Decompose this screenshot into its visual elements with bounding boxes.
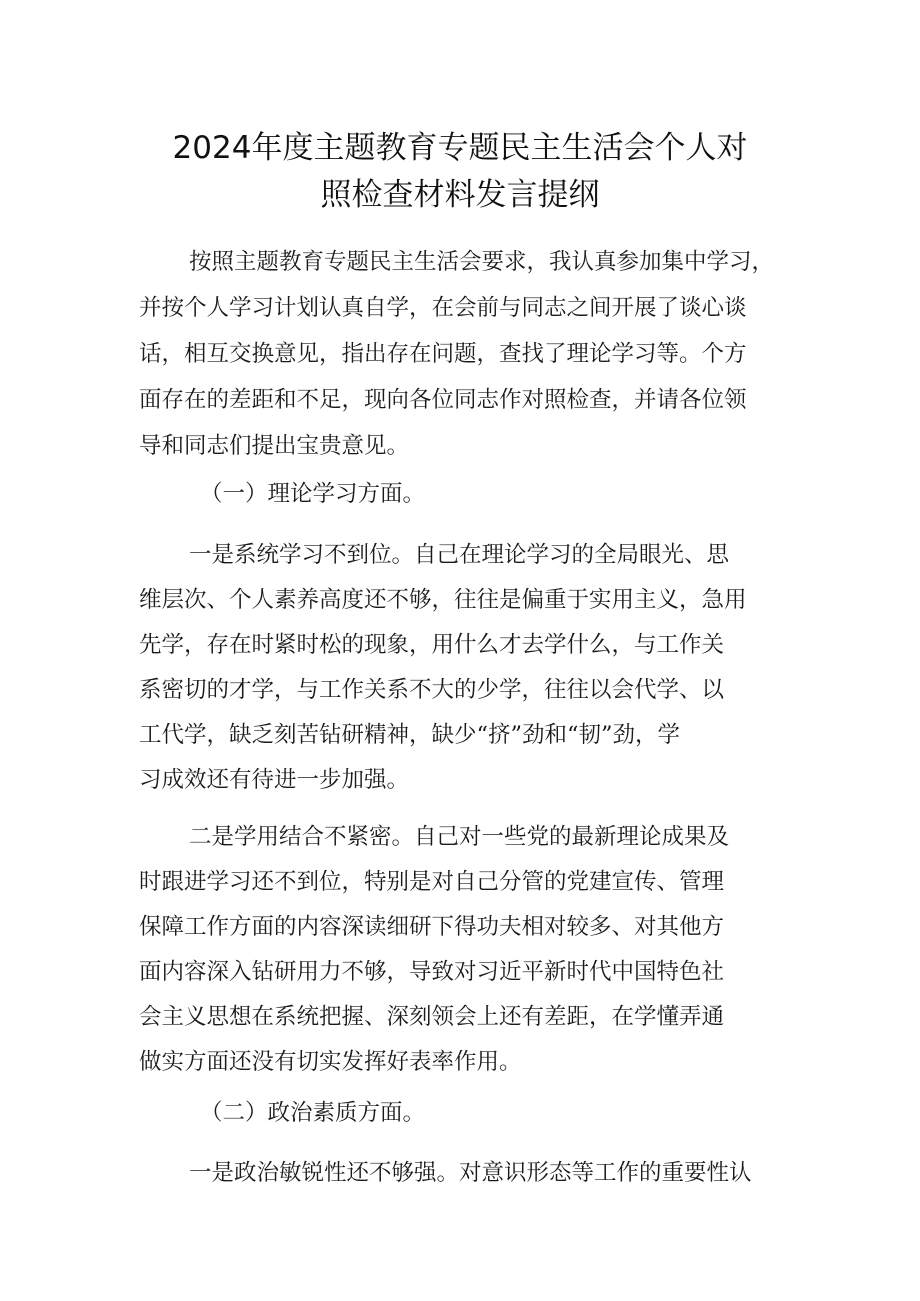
paragraph-line: 工代学，缺乏刻苦钻研精神，缺少“挤”劲和“韧”劲，学: [139, 722, 681, 748]
intro-line: 面存在的差距和不足，现向各位同志作对照检查，并请各位领: [139, 387, 747, 413]
paragraph-line: 面内容深入钻研用力不够，导致对习近平新时代中国特色社: [139, 959, 725, 985]
paragraph-line: 维层次、个人素养高度还不够，往往是偏重于实用主义，急用: [139, 587, 747, 613]
paragraph-line: 会主义思想在系统把握、深刻领会上还有差距，在学懂弄通: [139, 1004, 725, 1030]
paragraph-line: 一是政治敏锐性还不够强。对意识形态等工作的重要性认: [189, 1160, 752, 1186]
document-title-line-2: 照检查材料发言提纲: [320, 177, 600, 213]
intro-line: 并按个人学习计划认真自学，在会前与同志之间开展了谈心谈: [139, 295, 747, 321]
paragraph-line: 做实方面还没有切实发挥好表率作用。: [139, 1049, 522, 1075]
paragraph-line: 二是学用结合不紧密。自己对一些党的最新理论成果及: [189, 824, 730, 850]
document-title-line-1: 2024年度主题教育专题民主生活会个人对: [172, 130, 748, 166]
section-heading-theory-study: （一）理论学习方面。: [200, 481, 426, 507]
paragraph-line: 习成效还有待进一步加强。: [139, 767, 410, 793]
intro-line: 按照主题教育专题民主生活会要求，我认真参加集中学习，: [189, 249, 775, 275]
paragraph-line: 系密切的才学，与工作关系不大的少学，往往以会代学、以: [139, 677, 725, 703]
paragraph-line: 时跟进学习还不到位，特别是对自己分管的党建宣传、管理: [139, 869, 725, 895]
intro-line: 导和同志们提出宝贵意见。: [139, 433, 410, 459]
paragraph-line: 一是系统学习不到位。自己在理论学习的全局眼光、思: [189, 542, 730, 568]
section-heading-political-quality: （二）政治素质方面。: [200, 1100, 426, 1126]
paragraph-line: 保障工作方面的内容深读细研下得功夫相对较多、对其他方: [139, 914, 725, 940]
intro-line: 话，相互交换意见，指出存在问题，查找了理论学习等。个方: [139, 341, 747, 367]
paragraph-line: 先学，存在时紧时松的现象，用什么才去学什么，与工作关: [139, 632, 725, 658]
